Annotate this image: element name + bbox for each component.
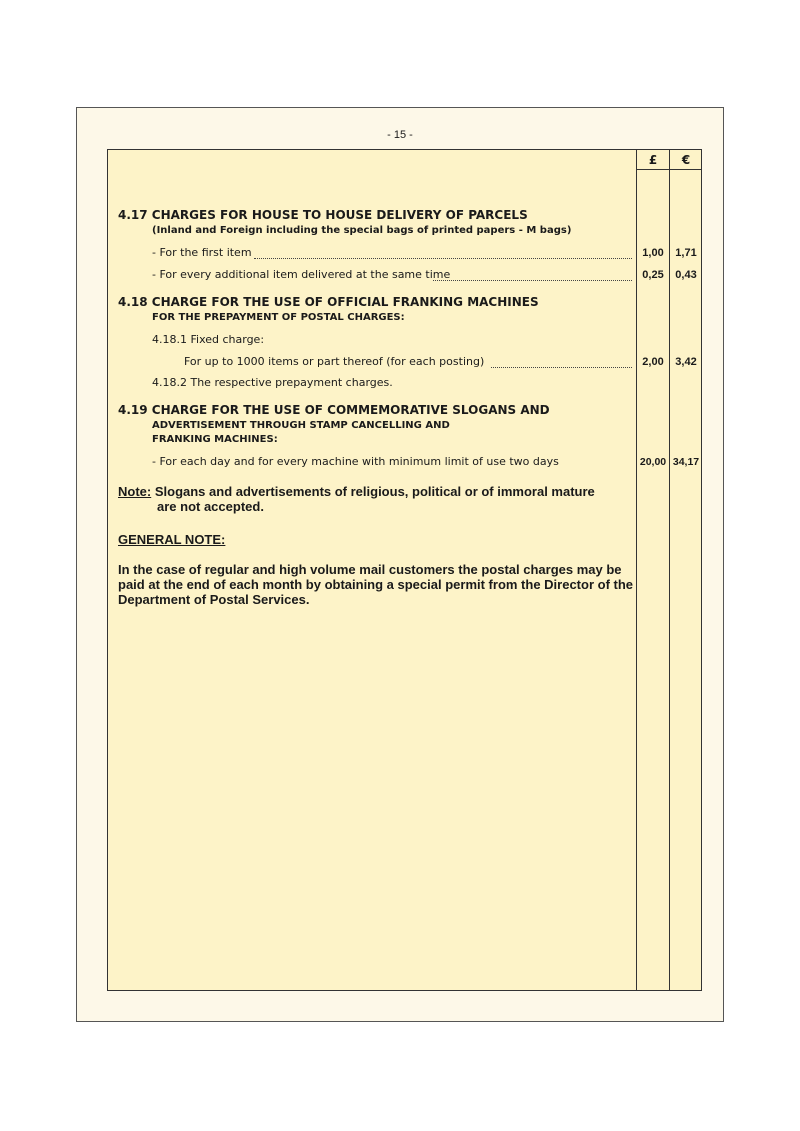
- dot-leader: [491, 355, 632, 368]
- section-4-18-title: 4.18 CHARGE FOR THE USE OF OFFICIAL FRANKING MACHINES: [118, 295, 539, 309]
- dot-leader: [254, 246, 632, 259]
- price-euro: 3,42: [675, 356, 697, 368]
- item-up-to-1000: For up to 1000 items or part thereof (for each posting): [184, 355, 485, 368]
- dot-leader: [433, 268, 632, 281]
- general-note-heading: GENERAL NOTE:: [118, 532, 226, 547]
- prepayment-charges-label: 4.18.2 The respective prepayment charges.: [152, 376, 393, 389]
- price-euro: 0,43: [675, 269, 697, 281]
- header-divider: [636, 169, 701, 170]
- price-pound: 20,00: [639, 456, 667, 468]
- price-pound: 2,00: [642, 356, 664, 368]
- item-additional-item: - For every additional item delivered at the same time: [152, 268, 451, 281]
- general-note-text: In the case of regular and high volume mail customers the postal charges may be paid at the end of each month by obtaining a special permit from the Director of the Department of Postal Services.: [118, 562, 634, 607]
- section-4-19-subtitle-1: ADVERTISEMENT THROUGH STAMP CANCELLING AND: [152, 420, 450, 431]
- price-euro: 1,71: [675, 247, 697, 259]
- charges-table: [107, 149, 702, 991]
- note-line-2: are not accepted.: [157, 499, 264, 514]
- section-4-17-title: 4.17 CHARGES FOR HOUSE TO HOUSE DELIVERY OF PARCELS: [118, 208, 528, 222]
- note: [118, 484, 595, 499]
- section-4-19-title: 4.19 CHARGE FOR THE USE OF COMMEMORATIVE SLOGANS AND: [118, 403, 550, 417]
- item-first-item: - For the first item: [152, 246, 252, 259]
- price-pound: 1,00: [642, 247, 664, 259]
- note-line-1: Slogans and advertisements of religious, political or of immoral mature: [154, 484, 595, 499]
- price-pound: 0,25: [642, 269, 664, 281]
- section-4-19-subtitle-2: FRANKING MACHINES:: [152, 434, 278, 445]
- note-label: Note:: [118, 484, 152, 499]
- pound-column-header: £: [648, 153, 658, 167]
- item-each-day: - For each day and for every machine with minimum limit of use two days: [152, 455, 559, 468]
- euro-column-header: €: [681, 153, 691, 167]
- fixed-charge-label: 4.18.1 Fixed charge:: [152, 333, 265, 346]
- section-4-17-subtitle: (Inland and Foreign including the special bags of printed papers - M bags): [152, 225, 572, 236]
- price-euro: 34,17: [672, 456, 700, 468]
- section-4-18-subtitle: FOR THE PREPAYMENT OF POSTAL CHARGES:: [152, 312, 405, 323]
- page-number: - 15 -: [387, 129, 413, 141]
